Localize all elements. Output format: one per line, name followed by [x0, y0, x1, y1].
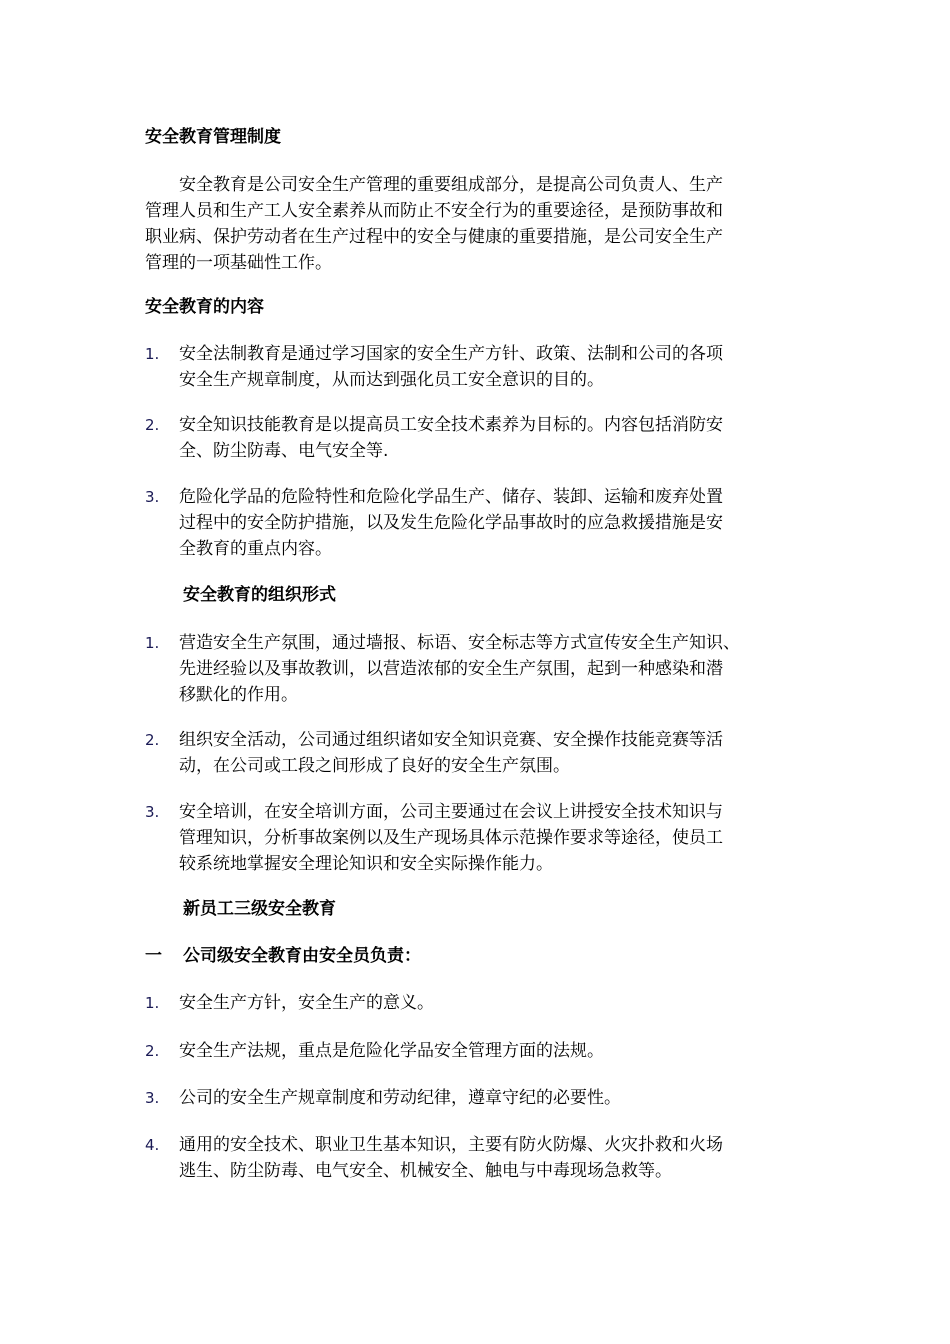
list-text: 全、防尘防毒、电气安全等. — [179, 441, 389, 461]
list-text: 安全知识技能教育是以提高员工安全技术素养为目标的。内容包括消防安 — [179, 415, 723, 435]
list-number: 2. — [145, 416, 160, 434]
list-number: 4. — [145, 1136, 160, 1154]
list-text: 安全生产方针，安全生产的意义。 — [179, 993, 434, 1013]
list-text: 全教育的重点内容。 — [179, 539, 332, 559]
intro-paragraph — [145, 172, 805, 276]
section-heading-new-employee: 新员工三级安全教育 — [183, 899, 336, 919]
intro-line: 管理人员和生产工人安全素养从而防止不安全行为的重要途径，是预防事故和 — [145, 201, 723, 221]
list-number: 3. — [145, 488, 160, 506]
list-number: 1. — [145, 345, 160, 363]
list-text: 通用的安全技术、职业卫生基本知识，主要有防火防爆、火灾扑救和火场 — [179, 1135, 723, 1155]
list-text: 安全生产法规，重点是危险化学品安全管理方面的法规。 — [179, 1041, 604, 1061]
list-number: 2. — [145, 731, 160, 749]
list-text: 逃生、防尘防毒、电气安全、机械安全、触电与中毒现场急救等。 — [179, 1161, 672, 1181]
list-text: 组织安全活动，公司通过组织诸如安全知识竞赛、安全操作技能竞赛等活 — [179, 730, 723, 750]
list-text: 移默化的作用。 — [179, 685, 298, 705]
intro-line: 管理的一项基础性工作。 — [145, 253, 332, 273]
section-heading-content: 安全教育的内容 — [145, 297, 264, 317]
list-text: 过程中的安全防护措施，以及发生危险化学品事故时的应急救援措施是安 — [179, 513, 723, 533]
list-number: 1. — [145, 994, 160, 1012]
list-text: 先进经验以及事故教训，以营造浓郁的安全生产氛围，起到一种感染和潜 — [179, 659, 723, 679]
subsection-marker: 一 — [145, 946, 162, 966]
list-text: 公司的安全生产规章制度和劳动纪律，遵章守纪的必要性。 — [179, 1088, 621, 1108]
section-heading-organization: 安全教育的组织形式 — [183, 585, 336, 605]
document-title: 安全教育管理制度 — [145, 127, 281, 147]
list-text: 营造安全生产氛围，通过墙报、标语、安全标志等方式宣传安全生产知识、 — [179, 633, 740, 653]
list-text: 管理知识，分析事故案例以及生产现场具体示范操作要求等途径，使员工 — [179, 828, 723, 848]
list-text: 安全法制教育是通过学习国家的安全生产方针、政策、法制和公司的各项 — [179, 344, 723, 364]
subsection-heading — [145, 944, 421, 968]
list-number: 3. — [145, 803, 160, 821]
list-text: 危险化学品的危险特性和危险化学品生产、储存、装卸、运输和废弃处置 — [179, 487, 723, 507]
subsection-title: 公司级安全教育由安全员负责： — [183, 946, 421, 966]
intro-line: 安全教育是公司安全生产管理的重要组成部分，是提高公司负责人、生产 — [145, 175, 723, 195]
list-text: 安全培训，在安全培训方面，公司主要通过在会议上讲授安全技术知识与 — [179, 802, 723, 822]
list-number: 1. — [145, 634, 160, 652]
list-text: 较系统地掌握安全理论知识和安全实际操作能力。 — [179, 854, 553, 874]
list-number: 2. — [145, 1042, 160, 1060]
list-number: 3. — [145, 1089, 160, 1107]
intro-line: 职业病、保护劳动者在生产过程中的安全与健康的重要措施，是公司安全生产 — [145, 227, 723, 247]
list-text: 安全生产规章制度，从而达到强化员工安全意识的目的。 — [179, 370, 604, 390]
list-text: 动，在公司或工段之间形成了良好的安全生产氛围。 — [179, 756, 570, 776]
